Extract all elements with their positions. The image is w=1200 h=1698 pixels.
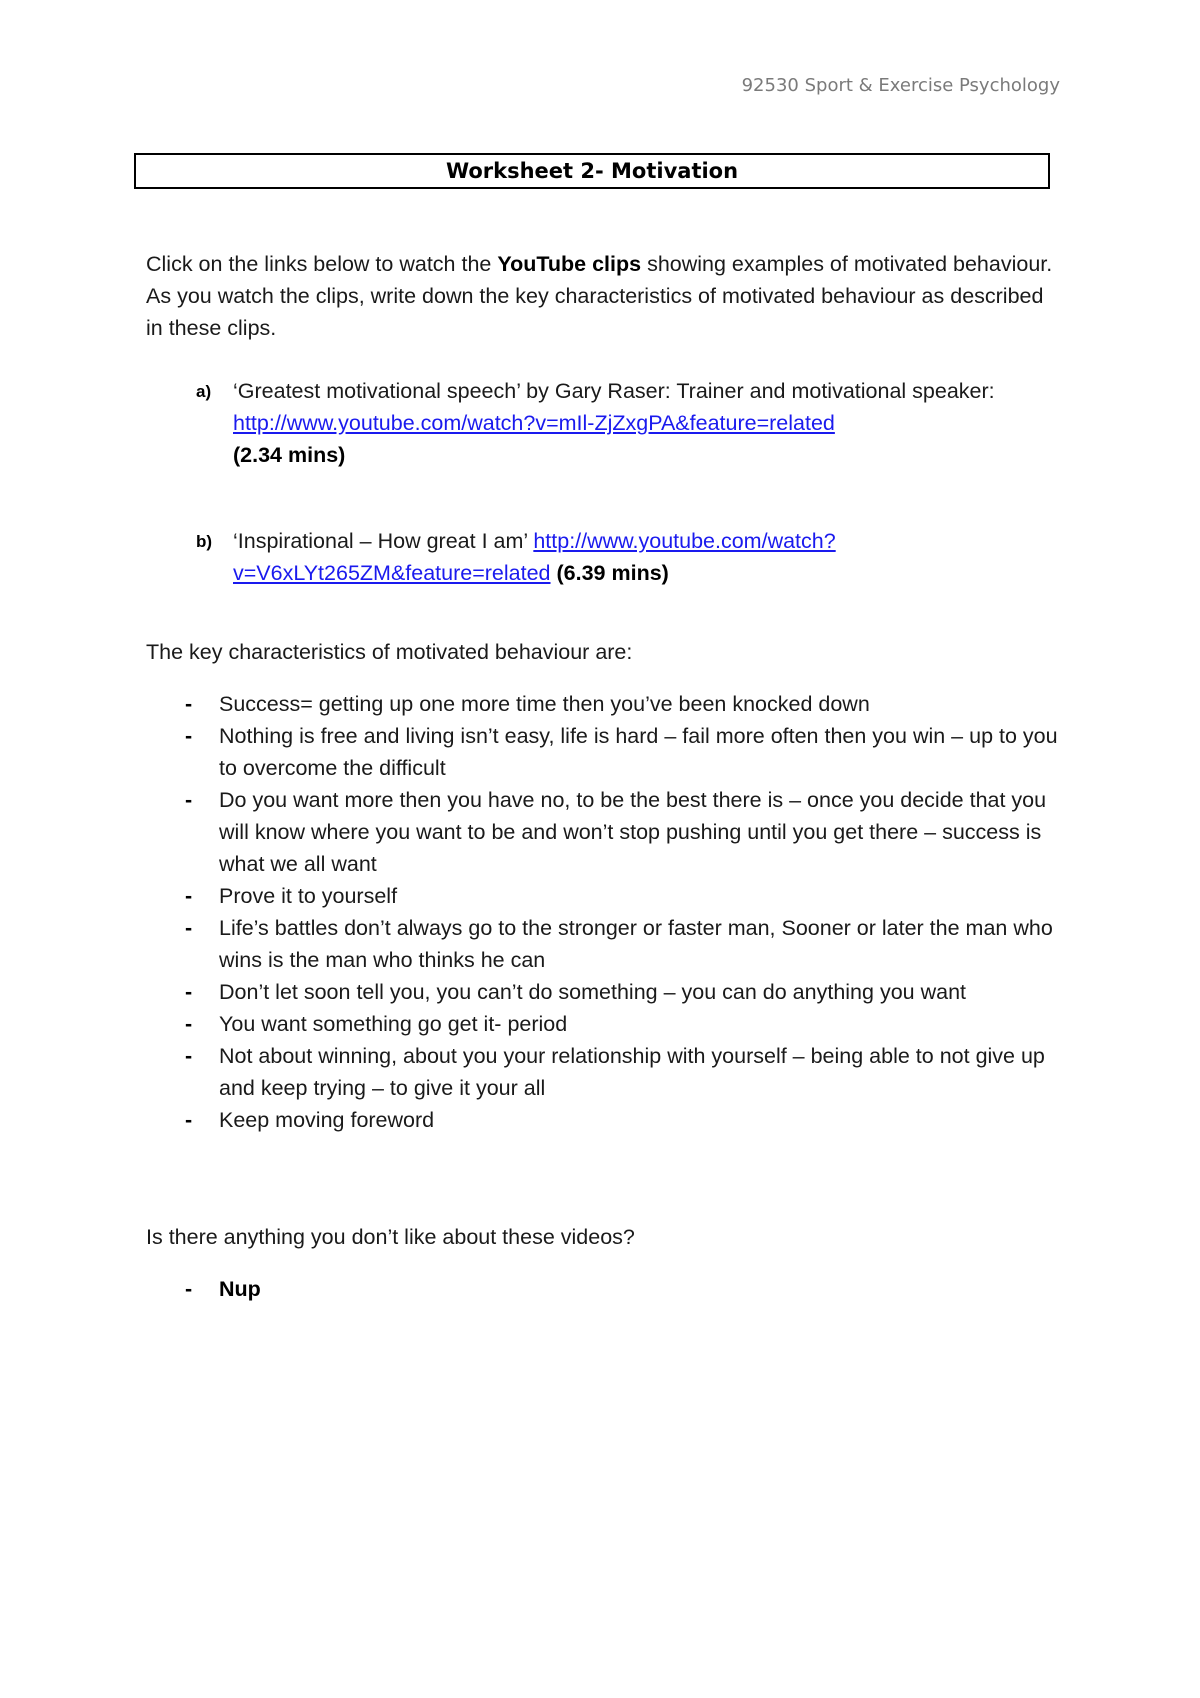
- clip-body: [233, 525, 1066, 589]
- clip-marker: a): [196, 382, 212, 401]
- list-item-text: Nothing is free and living isn’t easy, life is hard – fail more often then you win – up to you to overcome the difficult: [219, 724, 1058, 780]
- list-item: [146, 976, 1066, 1008]
- answers-list: [146, 1273, 1066, 1305]
- clip-link[interactable]: http://www.youtube.com/watch?v=mIl-ZjZxgPA&feature=related: [233, 411, 835, 435]
- clip-item-b: [146, 525, 1066, 589]
- list-item: [146, 720, 1066, 784]
- bullet-dash: -: [185, 724, 193, 748]
- worksheet-title-box: [134, 153, 1050, 189]
- list-item-text: Life’s battles don’t always go to the stronger or faster man, Sooner or later the man who wins is the man who thinks he can: [219, 916, 1053, 972]
- bullet-dash: -: [185, 692, 193, 716]
- worksheet-title: Worksheet 2- Motivation: [445, 159, 739, 183]
- clip-marker: b): [196, 532, 213, 551]
- clip-item-a: [146, 375, 1066, 471]
- list-item: [146, 1040, 1066, 1104]
- clip-description: ‘Inspirational – How great I am’: [233, 529, 534, 553]
- clip-link[interactable]: http://www.youtube.com/watch?v=V6xLYt265ZM&feature=related: [233, 529, 836, 585]
- intro-text-bold: YouTube clips: [497, 252, 642, 276]
- bullet-dash: -: [185, 788, 193, 812]
- clip-description: ‘Greatest motivational speech’ by Gary Raser: Trainer and motivational speaker:: [233, 379, 995, 403]
- intro-paragraph: [146, 248, 1066, 344]
- bullet-dash: -: [185, 916, 193, 940]
- intro-text-before: Click on the links below to watch the: [146, 252, 498, 276]
- list-item: [146, 912, 1066, 976]
- answer-text: Nup: [219, 1277, 261, 1301]
- list-item-text: You want something go get it- period: [219, 1012, 568, 1036]
- list-item-text: Do you want more then you have no, to be the best there is – once you decide that you will know where you want to be and won’t stop pushing until you get there – success is what we all want: [219, 788, 1047, 876]
- bullet-dash: -: [185, 1012, 193, 1036]
- course-header: 92530 Sport & Exercise Psychology: [741, 75, 1060, 96]
- question-text: Is there anything you don’t like about these videos?: [146, 1225, 635, 1249]
- clip-duration: (2.34 mins): [233, 443, 346, 467]
- list-item: [146, 1008, 1066, 1040]
- bullet-dash: -: [185, 1108, 193, 1132]
- list-item: [146, 688, 1066, 720]
- list-item-text: Prove it to yourself: [219, 884, 398, 908]
- intro-text-after: showing examples of motivated behaviour. As you watch the clips, write down the key characteristics of motivated behaviour as described in these clips.: [146, 252, 1053, 340]
- list-item-text: Not about winning, about you your relationship with yourself – being able to not give up and keep trying – to give it your all: [219, 1044, 1045, 1100]
- list-item-text: Success= getting up one more time then you’ve been knocked down: [219, 692, 870, 716]
- bullet-dash: -: [185, 1044, 193, 1068]
- list-item-text: Don’t let soon tell you, you can’t do something – you can do anything you want: [219, 980, 966, 1004]
- clip-duration: (6.39 mins): [556, 561, 669, 585]
- list-item: [146, 880, 1066, 912]
- list-item: [146, 1273, 1066, 1305]
- bullet-dash: -: [185, 1277, 193, 1301]
- list-item: [146, 784, 1066, 880]
- list-item-text: Keep moving foreword: [219, 1108, 435, 1132]
- list-item: [146, 1104, 1066, 1136]
- bullet-dash: -: [185, 980, 193, 1004]
- bullet-dash: -: [185, 884, 193, 908]
- clip-body: [233, 375, 1066, 471]
- characteristics-list: [146, 688, 1066, 1136]
- characteristics-heading: The key characteristics of motivated behaviour are:: [146, 640, 633, 664]
